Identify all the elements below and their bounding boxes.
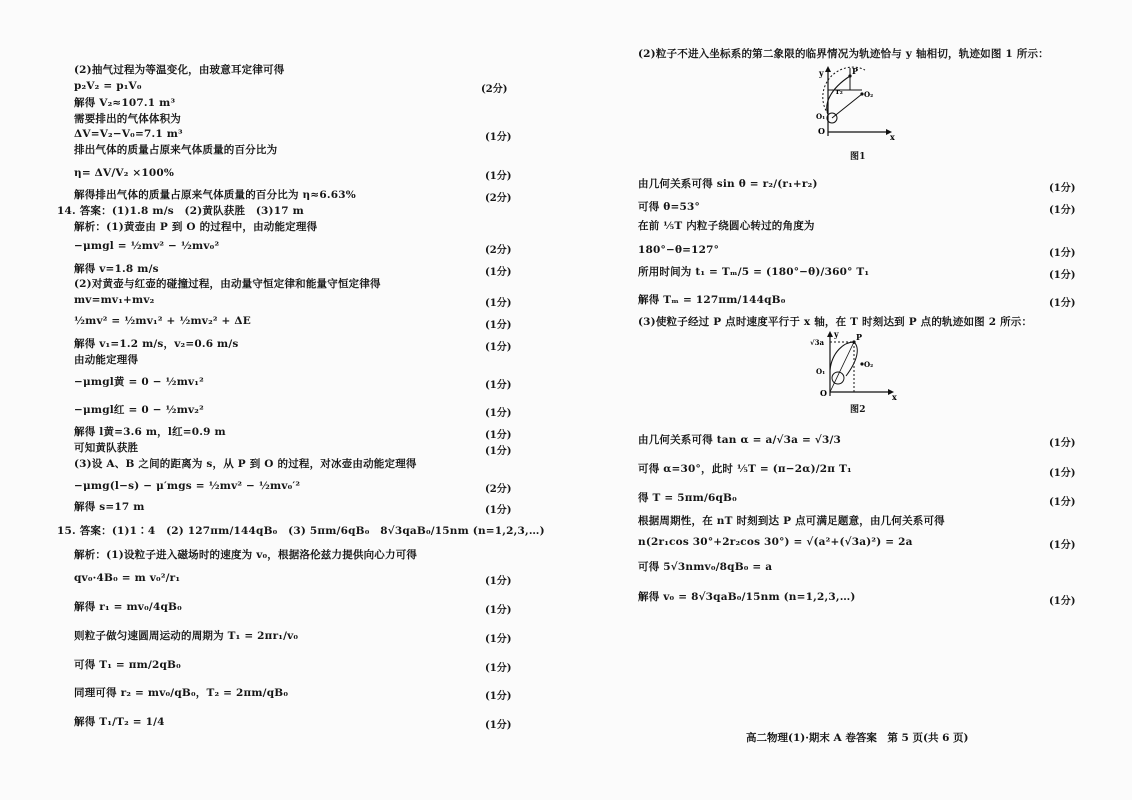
score: (1分): [485, 720, 512, 731]
text-line: −μmgl红 = 0 − ½mv₂²: [74, 404, 204, 416]
score: (1分): [485, 342, 512, 353]
svg-text:r₂: r₂: [836, 87, 843, 96]
text-line: 解得 l黄=3.6 m，l红=0.9 m: [74, 426, 226, 438]
text-line: 根据周期性，在 nT 时刻到达 P 点可满足题意，由几何关系可得: [638, 515, 945, 527]
text-line: ΔV=V₂−V₀=7.1 m³: [74, 128, 183, 140]
text-line: p₂V₂ = p₁V₀: [74, 80, 142, 92]
score: (1分): [485, 298, 512, 309]
text-line: 180°−θ=127°: [638, 244, 720, 256]
score: (1分): [485, 267, 512, 278]
score: (1分): [1049, 497, 1076, 508]
score: (1分): [485, 576, 512, 587]
score: (1分): [1049, 298, 1076, 309]
figure-2-diagram: [810, 330, 900, 402]
score: (1分): [485, 634, 512, 645]
svg-text:x: x: [892, 392, 897, 402]
score: (1分): [485, 171, 512, 182]
figure-1-caption: 图1: [850, 152, 866, 162]
text-line: 解得 T₁/T₂ = 1/4: [74, 716, 165, 728]
text-line: mv=mv₁+mv₂: [74, 294, 155, 306]
svg-text:y: y: [819, 68, 824, 78]
svg-text:O₂: O₂: [864, 360, 874, 369]
svg-text:O₁: O₁: [816, 112, 826, 121]
text-line: 可得 5√3nmv₀/8qB₀ = a: [638, 561, 773, 573]
score: (2分): [485, 245, 512, 256]
text-line: (3)使粒子经过 P 点时速度平行于 x 轴，在 T 时刻达到 P 点的轨迹如图 2 所示：: [638, 316, 1033, 328]
text-line: 解得 v₁=1.2 m/s，v₂=0.6 m/s: [74, 338, 239, 350]
text-line: 由动能定理得: [74, 354, 139, 366]
score: (1分): [485, 663, 512, 674]
answer-15-heading: 15. 答案：(1)1∶4 (2) 127πm/144qB₀ (3) 5πm/6qB₀ 8√3qaB₀/15nm (n=1,2,3,…): [57, 525, 545, 537]
text-line: qv₀·4B₀ = m v₀²/r₁: [74, 572, 181, 584]
text-line: 由几何关系可得 sin θ = r₂/(r₁+r₂): [638, 178, 818, 190]
text-line: 可知黄队获胜: [74, 442, 139, 454]
score: (2分): [481, 84, 508, 95]
text-line: 同理可得 r₂ = mv₀/qB₀，T₂ = 2πm/qB₀: [74, 687, 289, 699]
text-line: η= ΔV/V₂ ×100%: [74, 167, 175, 179]
page-footer: 高二物理(1)·期末 A 卷答案 第 5 页(共 6 页): [746, 732, 969, 744]
text-line: (2)抽气过程为等温变化，由玻意耳定律可得: [74, 64, 285, 76]
text-line: ½mv² = ½mv₁² + ½mv₂² + ΔE: [74, 315, 251, 327]
text-line: 得 T = 5πm/6qB₀: [638, 492, 737, 504]
score: (1分): [485, 380, 512, 391]
score: (1分): [485, 408, 512, 419]
text-line: 可得 T₁ = πm/2qB₀: [74, 659, 181, 671]
text-line: −μmg(l−s) − μ′mgs = ½mv² − ½mv₀′²: [74, 480, 301, 492]
svg-text:O: O: [818, 126, 825, 136]
score: (1分): [1049, 205, 1076, 216]
score: (1分): [1049, 438, 1076, 449]
text-line: 排出气体的质量占原来气体质量的百分比为: [74, 144, 278, 156]
score: (1分): [485, 505, 512, 516]
score: (1分): [485, 446, 512, 457]
text-line: 所用时间为 t₁ = Tₘ/5 = (180°−θ)/360° T₁: [638, 266, 870, 278]
svg-text:√3a: √3a: [810, 338, 825, 347]
text-line: 由几何关系可得 tan α = a/√3a = √3/3: [638, 434, 841, 446]
text-line: n(2r₁cos 30°+2r₂cos 30°) = √(a²+(√3a)²) = 2a: [638, 536, 913, 548]
text-line: 解析：(1)黄壶由 P 到 O 的过程中，由动能定理得: [74, 221, 318, 233]
text-line: 解得 Tₘ = 127πm/144qB₀: [638, 294, 786, 306]
svg-text:O: O: [820, 388, 827, 398]
score: (1分): [1049, 540, 1076, 551]
score: (1分): [1049, 596, 1076, 607]
score: (1分): [1049, 183, 1076, 194]
score: (1分): [1049, 248, 1076, 259]
svg-text:O₂: O₂: [864, 90, 874, 99]
score: (1分): [485, 430, 512, 441]
right-column: [566, 0, 1126, 800]
text-line: 解得 v₀ = 8√3qaB₀/15nm (n=1,2,3,…): [638, 591, 856, 603]
text-line: −μmgl黄 = 0 − ½mv₁²: [74, 376, 204, 388]
answer-14-heading: 14. 答案：(1)1.8 m/s (2)黄队获胜 (3)17 m: [57, 205, 304, 217]
text-line: 解得 r₁ = mv₀/4qB₀: [74, 601, 182, 613]
text-line: 解得 v=1.8 m/s: [74, 263, 159, 275]
left-column: [0, 0, 560, 800]
text-line: 在前 ⅕T 内粒子绕圆心转过的角度为: [638, 220, 815, 232]
svg-text:x: x: [890, 132, 895, 142]
text-line: 解得排出气体的质量占原来气体质量的百分比为 η≈6.63%: [74, 189, 356, 201]
text-line: 解得 V₂≈107.1 m³: [74, 97, 176, 109]
text-line: (2)粒子不进入坐标系的第二象限的临界情况为轨迹恰与 y 轴相切，轨迹如图 1 所示：: [638, 48, 1049, 60]
score: (1分): [1049, 468, 1076, 479]
text-line: (3)设 A、B 之间的距离为 s，从 P 到 O 的过程，对冰壶由动能定理得: [74, 458, 417, 470]
score: (2分): [485, 484, 512, 495]
score: (1分): [485, 132, 512, 143]
figure-1-diagram: [810, 64, 900, 144]
text-line: 需要排出的气体体积为: [74, 113, 181, 125]
score: (1分): [1049, 270, 1076, 281]
text-line: (2)对黄壶与红壶的碰撞过程，由动量守恒定律和能量守恒定律得: [74, 278, 381, 290]
score: (2分): [485, 193, 512, 204]
text-line: 解析：(1)设粒子进入磁场时的速度为 v₀，根据洛伦兹力提供向心力可得: [74, 549, 418, 561]
score: (1分): [485, 605, 512, 616]
svg-text:P: P: [852, 66, 859, 76]
text-line: 可得 θ=53°: [638, 201, 700, 213]
figure-2-caption: 图2: [850, 405, 866, 415]
text-line: −μmgl = ½mv² − ½mv₀²: [74, 240, 220, 252]
svg-text:P: P: [856, 332, 863, 342]
svg-text:y: y: [834, 330, 839, 339]
text-line: 解得 s=17 m: [74, 501, 145, 513]
text-line: 可得 α=30°，此时 ⅕T = (π−2α)/2π T₁: [638, 463, 852, 475]
svg-text:O₁: O₁: [816, 367, 826, 376]
text-line: 则粒子做匀速圆周运动的周期为 T₁ = 2πr₁/v₀: [74, 630, 299, 642]
score: (1分): [485, 691, 512, 702]
score: (1分): [485, 320, 512, 331]
